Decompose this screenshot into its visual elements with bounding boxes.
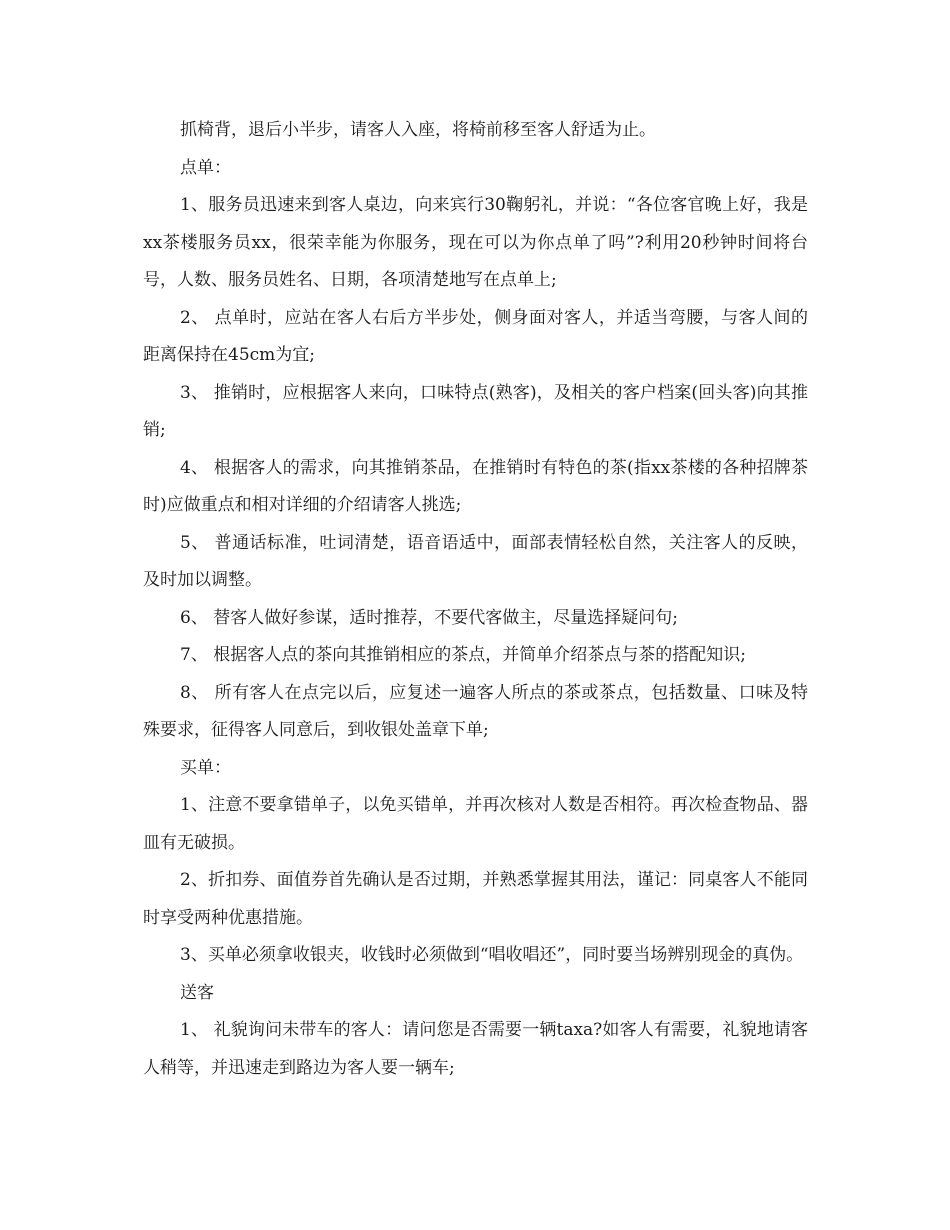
paragraph-order-4: 4、 根据客人的需求，向其推销茶品，在推销时有特色的茶(指xx茶楼的各种招牌茶时)应做重点和相对详细的介绍请客人挑选; (143, 457, 808, 515)
paragraph-seating: 抓椅背，退后小半步，请客人入座，将椅前移至客人舒适为止。 (180, 120, 656, 140)
paragraph-checkout-3: 3、买单必须拿收银夹，收钱时必须做到“唱收唱还”，同时要当场辨别现金的真伪。 (180, 945, 804, 965)
document-body (143, 112, 808, 1087)
heading-checkout: 买单： (180, 757, 231, 778)
paragraph-order-1: 1、服务员迅速来到客人桌边，向来宾行30鞠躬礼，并说：“各位客官晚上好，我是xx茶楼服务员xx，很荣幸能为你服务，现在可以为你点单了吗”?利用20秒钟时间将台号，人数、服务员姓名、日期，各项清楚地写在点单上; (143, 195, 808, 290)
heading-ordering: 点单： (180, 157, 231, 178)
paragraph-order-2: 2、 点单时，应站在客人右后方半步处，侧身面对客人，并适当弯腰，与客人间的距离保持在45cm为宜; (143, 307, 808, 365)
paragraph-checkout-1: 1、注意不要拿错单子，以免买错单，并再次核对人数是否相符。再次检查物品、器皿有无破损。 (143, 795, 808, 853)
heading-farewell: 送客 (180, 982, 214, 1003)
paragraph-order-6: 6、 替客人做好参谋，适时推荐，不要代客做主，尽量选择疑问句; (180, 607, 678, 628)
paragraph-order-7: 7、 根据客人点的茶向其推销相应的茶点，并简单介绍茶点与茶的搭配知识; (180, 645, 746, 665)
paragraph-order-5: 5、 普通话标准，吐词清楚，语音语适中，面部表情轻松自然，关注客人的反映，及时加以调整。 (143, 532, 808, 590)
paragraph-farewell-1: 1、 礼貌询问未带车的客人：请问您是否需要一辆taxa?如客人有需要，礼貌地请客人稍等，并迅速走到路边为客人要一辆车; (143, 1020, 808, 1078)
paragraph-order-8: 8、 所有客人在点完以后，应复述一遍客人所点的茶或茶点，包括数量、口味及特殊要求，征得客人同意后，到收银处盖章下单; (143, 682, 808, 740)
paragraph-checkout-2: 2、折扣券、面值券首先确认是否过期，并熟悉掌握其用法，谨记：同桌客人不能同时享受两种优惠措施。 (143, 870, 808, 928)
paragraph-order-3: 3、 推销时，应根据客人来向，口味特点(熟客)，及相关的客户档案(回头客)向其推销; (143, 382, 808, 440)
